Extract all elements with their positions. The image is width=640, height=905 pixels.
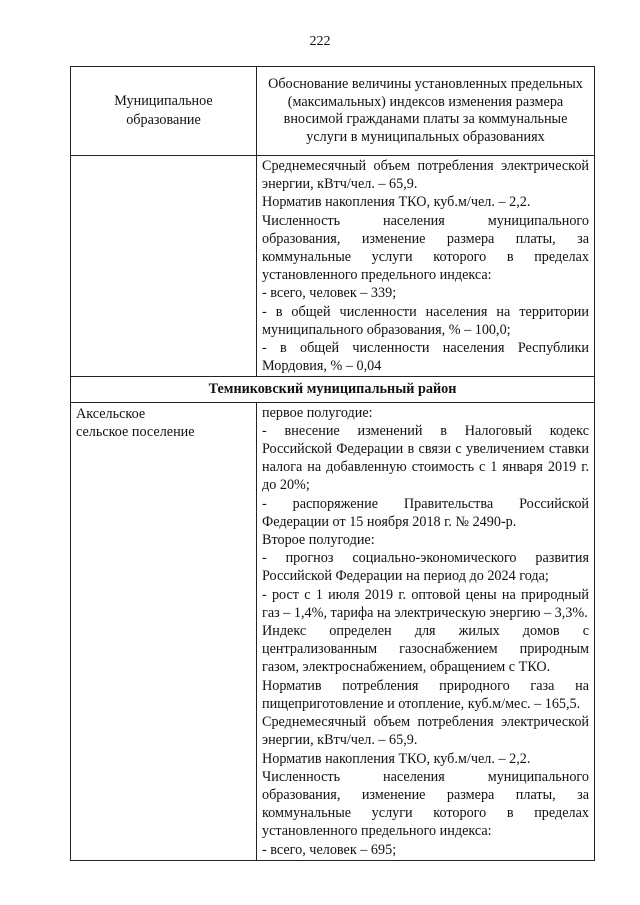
text-line: Численность населения муниципального образования, изменение размера платы, за коммунальные услуги которого в пределах установленного предельного индекса:: [262, 768, 589, 840]
page-number: 222: [309, 34, 331, 49]
text-line: Второе полугодие:: [262, 532, 375, 549]
district-row: [71, 377, 595, 402]
text-line: Численность населения муниципального образования, изменение размера платы, за коммунальные услуги которого в пределах установленного предельного индекса:: [262, 212, 589, 284]
empty-cell: [71, 156, 257, 377]
text-line: первое полугодие:: [262, 404, 373, 421]
municipality-name: Аксельское: [76, 405, 146, 422]
text-line: Норматив накопления ТКО, куб.м/чел. – 2,2.: [262, 750, 531, 767]
text-line: - в общей численности населения на территории муниципального образования, % – 100,0;: [262, 303, 589, 338]
text-line: Среднемесячный объем потребления электрической энергии, кВтч/чел. – 65,9.: [262, 158, 589, 193]
text-line: Среднемесячный объем потребления электрической энергии, кВтч/чел. – 65,9.: [262, 714, 589, 749]
table-header-row: [71, 67, 595, 156]
text-line: - всего, человек – 339;: [262, 285, 397, 302]
municipality-type: сельское поселение: [76, 423, 195, 440]
district-title: Темниковский муниципальный район: [71, 377, 595, 402]
justification-table: [70, 66, 595, 861]
text-line: Норматив накопления ТКО, куб.м/чел. – 2,2.: [262, 194, 531, 211]
text-line: - всего, человек – 695;: [262, 841, 397, 858]
text-line: - в общей численности населения Республики Мордовия, % – 0,04: [262, 340, 589, 375]
text-line: - рост с 1 июля 2019 г. оптовой цены на природный газ – 1,4%, тарифа на электрическую энергию – 3,3%.: [262, 586, 589, 621]
header-municipality: Муниципальное образование: [71, 67, 257, 156]
header-justification: Обоснование величины установленных предельных (максимальных) индексов изменения размера вносимой гражданами платы за коммунальные услуги в муниципальных образованиях: [257, 67, 595, 156]
municipality-cell: [71, 402, 257, 860]
justification-cell: [257, 402, 595, 860]
text-line: - прогноз социально-экономического развития Российской Федерации на период до 2024 года;: [262, 550, 589, 585]
text-line: Норматив потребления природного газа на пищеприготовление и отопление, куб.м/мес. – 165,5.: [262, 677, 589, 712]
text-line: - распоряжение Правительства Российской Федерации от 15 ноября 2018 г. № 2490-р.: [262, 495, 589, 530]
table-row: [71, 156, 595, 377]
justification-cell: [257, 156, 595, 377]
table-row: [71, 402, 595, 860]
text-line: - внесение изменений в Налоговый кодекс Российской Федерации в связи с увеличением ставки налога на добавленную стоимость с 1 января 2019 г. до 20%;: [262, 422, 589, 494]
text-line: Индекс определен для жилых домов с централизованным газоснабжением природным газом, электроснабжением, обращением с ТКО.: [262, 623, 589, 676]
